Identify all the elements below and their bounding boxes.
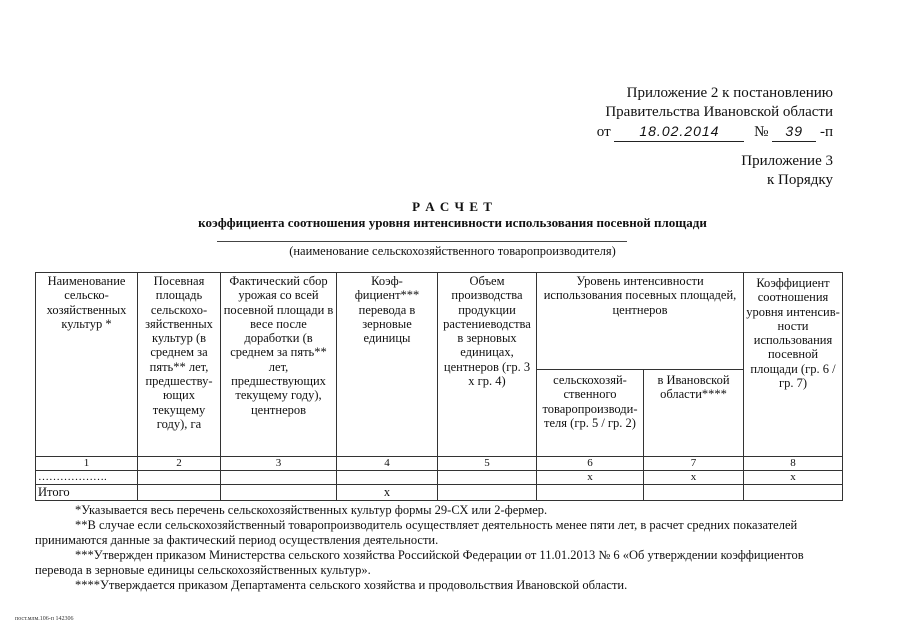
header-ratio-coefficient: Коэффициент соотношения уровня интенсив-ности использования посевной площади (гр. 6 / гр. 7) (744, 273, 843, 457)
table-cell: х (644, 471, 744, 485)
column-number: 3 (221, 457, 337, 471)
header-sown-area: Посевная площадь сельскохо-зяйственных культур (в среднем за пять** лет, предшеству-ющих текущему году), га (138, 273, 221, 457)
table-row (36, 471, 843, 485)
header-production-volume: Объем производства продукции растениеводства в зерновых единицах, центнеров (гр. 3 х гр. 4) (438, 273, 537, 457)
appendix3-line-1: Приложение 3 (741, 153, 833, 169)
appendix3-block (741, 152, 833, 190)
document-subtitle: коэффициента соотношения уровня интенсивности использования посевной площади (198, 215, 707, 230)
date-field: 18.02.2014 (614, 122, 744, 142)
column-number: 4 (337, 457, 438, 471)
header-producer-level: сельскохозяй-ственного товаропроизводи-теля (гр. 5 / гр. 2) (537, 370, 644, 457)
column-number-row (36, 457, 843, 471)
footnote-3: ***Утвержден приказом Министерства сельского хозяйства Российской Федерации от 11.01.2013 № 6 «Об утверждении коэффициентов перевода в зерновые единицы сельскохозяйственных культур». (35, 548, 804, 577)
number-prefix: № (754, 124, 769, 140)
table-cell: х (744, 471, 843, 485)
number-field: 39 (772, 122, 816, 142)
footnote-2: **В случае если сельскохозяйственный товаропроизводитель осуществляет деятельность менее пяти лет, в расчет средних показателей принимаются данные за фактический период осуществления деятельности. (35, 518, 798, 547)
footnote-4: ****Утверждается приказом Департамента сельского хозяйства и продовольствия Ивановской области. (75, 578, 628, 592)
footnote-1: *Указывается весь перечень сельскохозяйственных культур формы 29-СХ или 2-фермер. (75, 503, 548, 517)
footnotes (35, 503, 850, 593)
appendix-header (597, 84, 833, 142)
number-suffix: -п (819, 124, 833, 140)
producer-caption: (наименование сельскохозяйственного товаропроизводителя) (289, 244, 616, 258)
table-cell (438, 485, 537, 501)
table-cell: ………………. (36, 471, 138, 485)
document-title: Р А С Ч Е Т (412, 199, 493, 214)
header-intensity-level: Уровень интенсивности использования посевных площадей, центнеров (537, 273, 744, 370)
table-cell (138, 485, 221, 501)
table-cell (337, 471, 438, 485)
table-cell: х (337, 485, 438, 501)
producer-name-line (217, 241, 627, 242)
header-actual-harvest: Фактический сбор урожая со всей посевной площади в весе после доработки (в среднем за пять** лет, предшествующих текущему году), центнеров (221, 273, 337, 457)
total-label: Итого (36, 485, 138, 501)
column-number: 8 (744, 457, 843, 471)
column-number: 7 (644, 457, 744, 471)
appendix3-line-2: к Порядку (767, 172, 833, 188)
column-number: 5 (438, 457, 537, 471)
appendix-line-1: Приложение 2 к постановлению (626, 85, 833, 101)
calculation-table (35, 272, 843, 501)
table-cell (744, 485, 843, 501)
header-conversion-coefficient: Коэф-фициент*** перевода в зерновые единицы (337, 273, 438, 457)
appendix-line-2: Правительства Ивановской области (605, 104, 833, 120)
header-row (36, 273, 843, 370)
column-number: 2 (138, 457, 221, 471)
table-cell (221, 485, 337, 501)
header-crop-name: Наименование сельско-хозяйственных культур * (36, 273, 138, 457)
table-cell (644, 485, 744, 501)
date-number-line (597, 122, 833, 142)
table-cell (537, 485, 644, 501)
column-number: 6 (537, 457, 644, 471)
table-cell: х (537, 471, 644, 485)
total-row (36, 485, 843, 501)
table-cell (138, 471, 221, 485)
table-cell (438, 471, 537, 485)
table-cell (221, 471, 337, 485)
header-region-level: в Ивановской области**** (644, 370, 744, 457)
column-number: 1 (36, 457, 138, 471)
date-prefix: от (596, 124, 611, 140)
document-stamp: пост.млм.106-п 142306 (15, 616, 74, 622)
